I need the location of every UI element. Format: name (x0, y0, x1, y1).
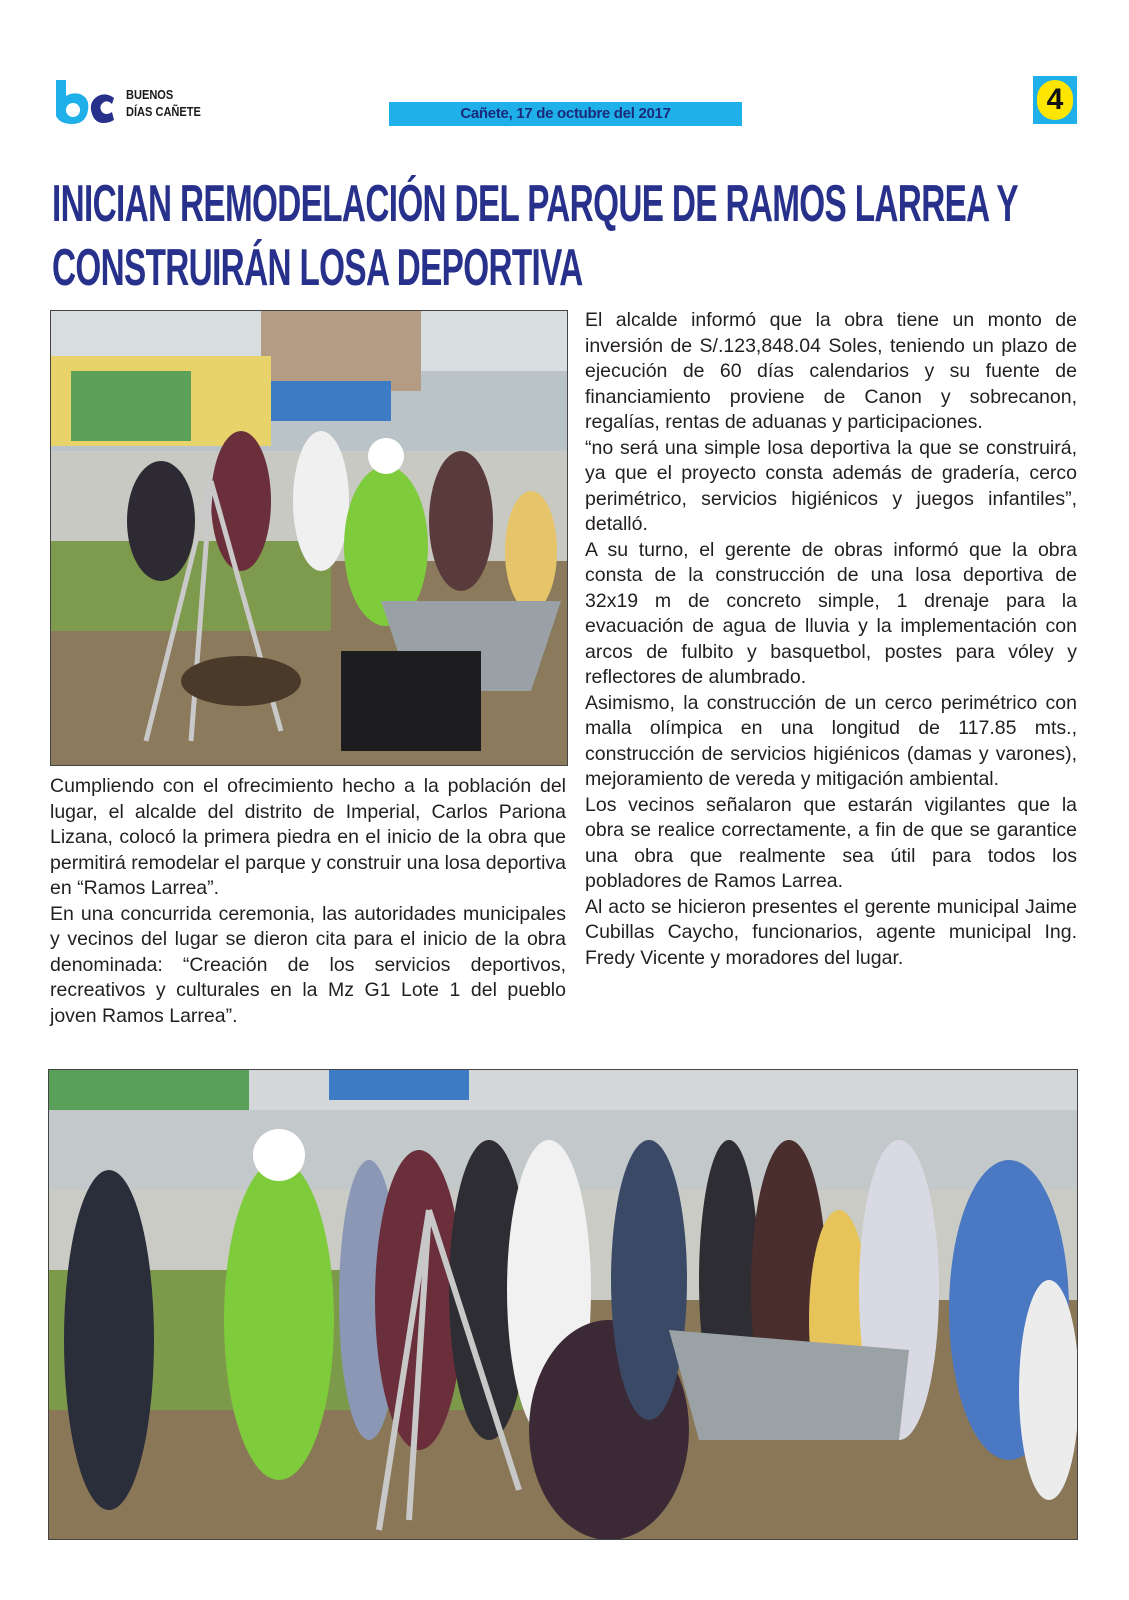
article-column-right (585, 308, 1077, 971)
paragraph: En una concurrida ceremonia, las autoridades municipales y vecinos del lugar se dieron cita para el inicio de la obra denominada: “Creación de los servicios deportivos, recreativos y culturales en la Mz G1 Lote 1 del pueblo joven Ramos Larrea”. (50, 902, 566, 1027)
ceremony-photo-top (50, 310, 568, 766)
paragraph: Al acto se hicieron presentes el gerente municipal Jaime Cubillas Caycho, funcionarios, agente municipal Ing. Fredy Vicente y moradores del lugar. (585, 895, 1077, 969)
logo-bc-icon (52, 78, 118, 128)
paragraph: El alcalde informó que la obra tiene un monto de inversión de S/.123,848.04 Soles, teniendo un plazo de ejecución de 60 días calendarios y su fuente de financiamiento proviene de Canon y sobrecanon, regalías, rentas de aduanas y participaciones. (585, 309, 1077, 433)
logo-line-1: BUENOS (126, 87, 174, 102)
article-headline: INICIAN REMODELACIÓN DEL PARQUE DE RAMOS LARREA Y CONSTRUIRÁN LOSA DEPORTIVA (52, 175, 1018, 297)
article-column-left (50, 774, 566, 1029)
ceremony-photo-bottom (48, 1069, 1078, 1540)
paragraph: “no será una simple losa deportiva la que se construirá, ya que el proyecto consta además de gradería, cerco perimétrico, servicios higiénicos y juegos infantiles”, detalló. (585, 436, 1077, 535)
paragraph: Cumpliendo con el ofrecimiento hecho a la población del lugar, el alcalde del distrito de Imperial, Carlos Pariona Lizana, colocó la primera piedra en el inicio de la obra que permitirá remodelar el parque y construir una losa deportiva en “Ramos Larrea”. (50, 775, 566, 899)
paragraph: A su turno, el gerente de obras informó que la obra consta de la construcción de una losa deportiva de 32x19 m de concreto simple, 1 drenaje para la evacuación de agua de lluvia y la implementación con arcos de fulbito y basquetbol, postes para vóley y reflectores de alumbrado. (585, 538, 1077, 688)
page-number: 4 (1037, 80, 1073, 120)
page-number-badge (1033, 76, 1077, 124)
newspaper-logo (52, 78, 214, 128)
paragraph: Asimismo, la construcción de un cerco perimétrico con malla olímpica en una longitud de 117.85 mts., construcción de servicios higiénicos (damas y varones), mejoramiento de vereda y mitigación ambiental. (585, 691, 1077, 790)
issue-date: Cañete, 17 de octubre del 2017 (389, 102, 742, 126)
paragraph: Los vecinos señalaron que estarán vigilantes que la obra se realice correctamente, a fin de que se garantice una obra que realmente sea útil para todos los pobladores de Ramos Larrea. (585, 793, 1077, 892)
logo-line-2: DÍAS CAÑETE (126, 104, 201, 119)
